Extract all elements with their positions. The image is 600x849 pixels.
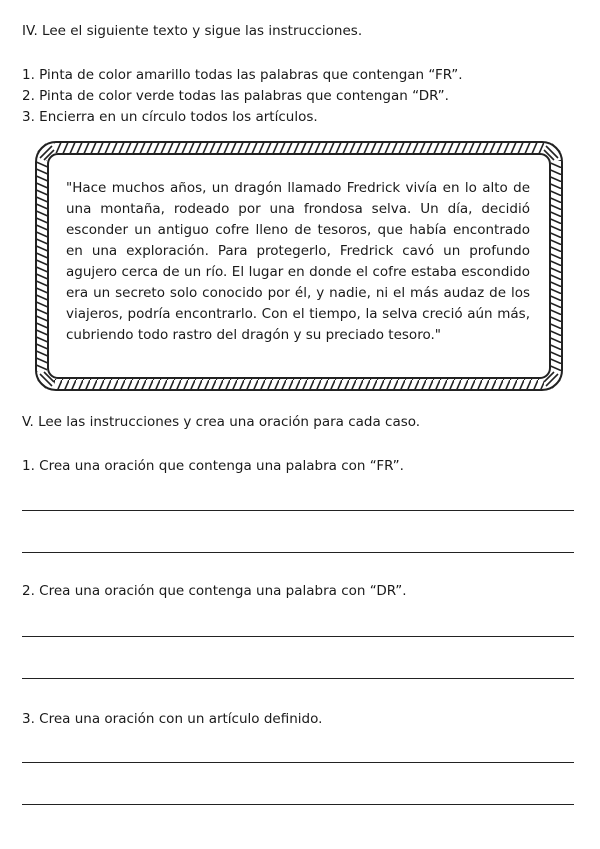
rope-bottom — [54, 379, 544, 389]
answer-line[interactable] — [22, 636, 574, 637]
instruction-3: 3. Encierra en un círculo todos los artículos. — [22, 109, 318, 125]
answer-line[interactable] — [22, 552, 574, 553]
story-passage: "Hace muchos años, un dragón llamado Fredrick vivía en lo alto de una montaña, rodeado por una frondosa selva. Un día, decidió esconder un antiguo cofre lleno de tesoros, que había encontrado en una exploración. Para protegerlo, Fredrick cavó un profundo agujero cerca de un río. El lugar en donde el cofre estaba escondido era un secreto solo conocido por él, y nadie, ni el más audaz de los viajeros, podría encontrarlo. Con el tiempo, la selva creció aún más, cubriendo todo rastro del dragón y su preciado tesoro." — [66, 180, 530, 343]
answer-line[interactable] — [22, 510, 574, 511]
instruction-1: 1. Pinta de color amarillo todas las palabras que contengan “FR”. — [22, 67, 463, 83]
instruction-2: 2. Pinta de color verde todas las palabras que contengan “DR”. — [22, 88, 449, 104]
rope-left — [37, 160, 47, 372]
answer-line[interactable] — [22, 762, 574, 763]
section-iv-heading: IV. Lee el siguiente texto y sigue las instrucciones. — [22, 23, 363, 39]
section-v-heading: V. Lee las instrucciones y crea una oración para cada caso. — [22, 414, 421, 430]
prompt-3: 3. Crea una oración con un artículo definido. — [22, 711, 323, 727]
answer-line[interactable] — [22, 678, 574, 679]
rope-right — [551, 160, 561, 372]
answer-line[interactable] — [22, 804, 574, 805]
rope-top — [54, 143, 544, 153]
prompt-1: 1. Crea una oración que contenga una palabra con “FR”. — [22, 458, 404, 474]
prompt-2: 2. Crea una oración que contenga una palabra con “DR”. — [22, 583, 407, 599]
